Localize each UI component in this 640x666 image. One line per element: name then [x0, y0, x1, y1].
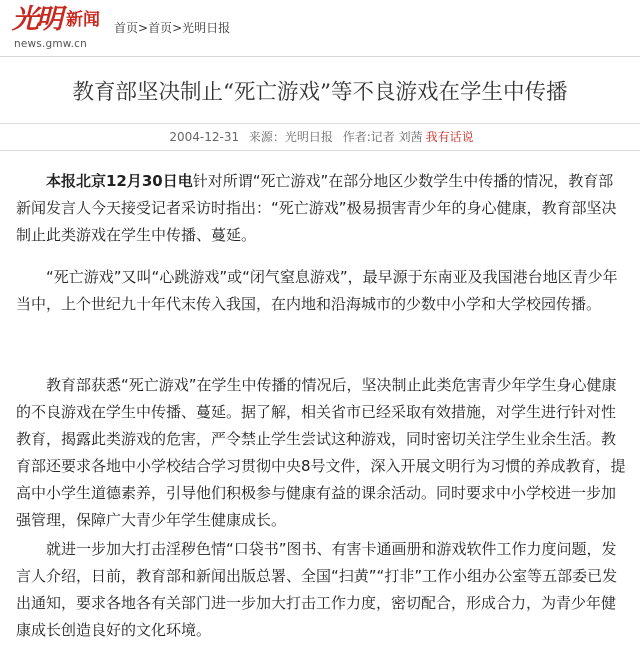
site-header — [0, 0, 640, 58]
header-divider — [0, 56, 640, 57]
breadcrumb-home-2[interactable]: 首页 — [148, 21, 173, 35]
breadcrumb-home-1[interactable]: 首页 — [114, 21, 139, 35]
article-paragraph-4: 就进一步加大打击淫秽色情“口袋书”图书、有害卡通画册和游戏软件工作力度问题，发言人介绍，日前，教育部和新闻出版总署、全国“扫黄”“打非”工作小组办公室等五部委已发出通知，要求各地各有关部门进一步加大打击工作力度，密切配合，形成合力，为青少年健康成长创造良好的文化环境。 — [16, 540, 618, 639]
logo-main-text: 光明 — [12, 4, 60, 35]
logo-news-text: 新闻 — [66, 10, 100, 30]
breadcrumb-separator: > — [172, 21, 183, 35]
breadcrumb-separator: > — [138, 21, 149, 35]
article-source: 来源：光明日报 — [248, 130, 333, 144]
site-logo[interactable] — [12, 4, 108, 54]
article-author: 作者:记者 刘茜 — [342, 130, 423, 144]
article-paragraph-1 — [16, 168, 628, 249]
article-paragraph-3: 教育部获悉“死亡游戏”在学生中传播的情况后，坚决制止此类危害青少年学生身心健康的不良游戏在学生中传播、蔓延。据了解，相关省市已经采取有效措施，对学生进行针对性教育，揭露此类游戏的危害，严令禁止学生尝试这种游戏，同时密切关注学生业余生活。教育部还要求各地中小学校结合学习贯彻中央8号文件，深入开展文明行为习惯的养成教育，提高中小学生道德素养，引导他们积极参与健康有益的课余活动。同时要求中小学校进一步加强管理，保障广大青少年学生健康成长。 — [16, 376, 626, 529]
comment-link[interactable]: 我有话说 — [425, 130, 474, 144]
breadcrumb — [114, 20, 230, 36]
logo-domain-text: news.gmw.cn — [14, 38, 87, 50]
article-meta — [0, 129, 640, 145]
meta-divider — [0, 150, 640, 151]
article-date: 2004-12-31 — [169, 130, 240, 144]
paragraph-1-text: 针对所谓“死亡游戏”在部分地区少数学生中传播的情况，教育部新闻发言人今天接受记者采访时指出：“死亡游戏”极易损害青少年的身心健康，教育部坚决制止此类游戏在学生中传播、蔓延。 — [16, 172, 617, 244]
article-paragraph-2: “死亡游戏”又叫“心跳游戏”或“闭气窒息游戏”，最早源于东南亚及我国港台地区青少年当中，上个世纪九十年代末传入我国，在内地和沿海城市的少数中小学和大学校园传播。 — [16, 268, 618, 313]
article-title: 教育部坚决制止“死亡游戏”等不良游戏在学生中传播 — [72, 80, 568, 105]
title-divider — [0, 123, 640, 124]
breadcrumb-guangming-daily[interactable]: 光明日报 — [182, 21, 231, 35]
dateline: 本报北京12月30日电 — [46, 172, 193, 190]
